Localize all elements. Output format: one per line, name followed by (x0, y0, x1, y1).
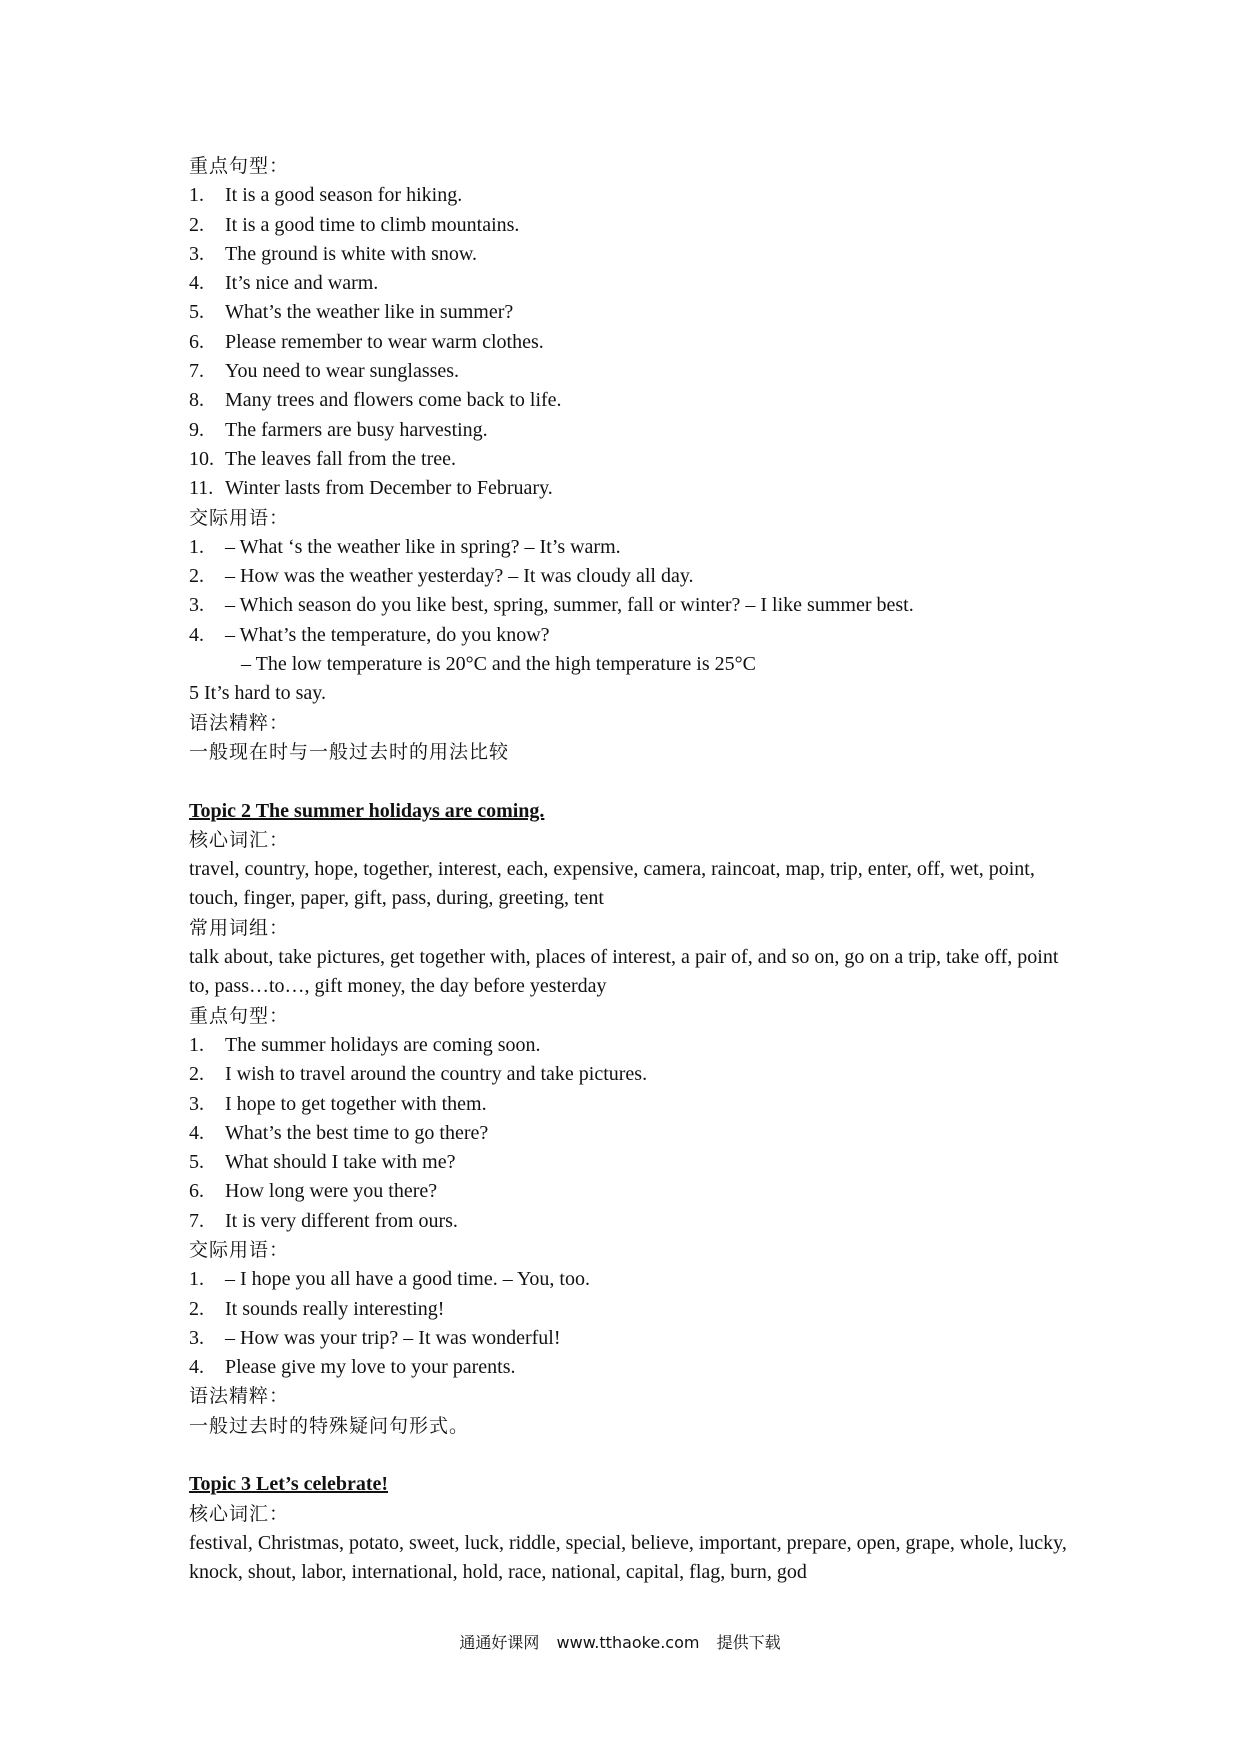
item-text: It is a good season for hiking. (225, 184, 463, 207)
item-number: 4. (189, 272, 204, 295)
item-text: How long were you there? (225, 1180, 438, 1203)
item-text: Winter lasts from December to February. (225, 477, 553, 500)
item-number: 4. (189, 1121, 204, 1144)
item-text: It is a good time to climb mountains. (225, 213, 520, 236)
item-text: – Which season do you like best, spring, summer, fall or winter? – I like summer best. (225, 594, 914, 617)
item-number: 8. (189, 389, 204, 412)
vocab-text: travel, country, hope, together, interest, each, expensive, camera, raincoat, map, trip, enter, off, wet, point, touch, finger, paper, gift, pass, during, greeting, tent (189, 858, 1035, 910)
item-text: – How was the weather yesterday? – It was cloudy all day. (225, 565, 694, 588)
item-number: 6. (189, 1180, 204, 1203)
list-item (189, 562, 1069, 591)
item-text: I wish to travel around the country and take pictures. (225, 1063, 648, 1086)
grammar-heading: 语法精粹： (189, 1385, 290, 1408)
list-item (189, 328, 1069, 357)
item-number: 11. (189, 477, 214, 500)
list-item (189, 1148, 1069, 1177)
item-text: What’s the best time to go there? (225, 1121, 489, 1144)
item-text: The farmers are busy harvesting. (225, 418, 488, 441)
vocab-heading: 核心词汇： (189, 1502, 290, 1525)
list-item (189, 474, 1069, 503)
item-number: 2. (189, 213, 204, 236)
communication-list (189, 533, 1069, 709)
list-item (189, 1207, 1069, 1236)
item-text: 5 It’s hard to say. (189, 682, 327, 705)
list-item (189, 357, 1069, 386)
topic-2-title: Topic 2 The summer holidays are coming. (189, 799, 545, 822)
item-text: You need to wear sunglasses. (225, 360, 460, 383)
item-number: 9. (189, 418, 204, 441)
topic-3-title: Topic 3 Let’s celebrate! (189, 1473, 389, 1496)
vocab-heading: 核心词汇： (189, 828, 290, 851)
grammar-text: 一般现在时与一般过去时的用法比较 (189, 740, 510, 763)
key-sentences-heading: 重点句型： (189, 155, 290, 177)
item-text: Please remember to wear warm clothes. (225, 330, 544, 353)
list-item (189, 591, 1069, 620)
page-footer (0, 1630, 1240, 1653)
item-text: Many trees and flowers come back to life. (225, 389, 562, 412)
item-text: It sounds really interesting! (225, 1297, 445, 1320)
list-item (189, 679, 1069, 708)
list-item (189, 1295, 1069, 1324)
item-text: The summer holidays are coming soon. (225, 1033, 541, 1056)
item-text: It’s nice and warm. (225, 272, 379, 295)
list-item (189, 1324, 1069, 1353)
item-number: 7. (189, 360, 204, 383)
item-number: 5. (189, 301, 204, 324)
item-text: Please give my love to your parents. (225, 1356, 516, 1379)
list-item (189, 181, 1069, 210)
list-item (189, 1265, 1069, 1294)
footer-note: 提供下载 (716, 1633, 781, 1652)
item-text: – What ‘s the weather like in spring? – It’s warm. (225, 535, 621, 558)
list-item (189, 1031, 1069, 1060)
spacer (189, 1441, 1069, 1470)
footer-site-name: 通通好课网 (459, 1633, 540, 1652)
key-sentences-list (189, 1031, 1069, 1236)
item-text: – The low temperature is 20°C and the high temperature is 25°C (241, 653, 756, 676)
communication-heading: 交际用语： (189, 506, 290, 529)
list-item (189, 240, 1069, 269)
phrases-heading: 常用词组： (189, 916, 290, 939)
list-item (189, 445, 1069, 474)
communication-list (189, 1265, 1069, 1382)
item-number: 1. (189, 184, 204, 207)
item-number: 1. (189, 1033, 204, 1056)
list-item (189, 1353, 1069, 1382)
list-item (189, 269, 1069, 298)
list-item (189, 386, 1069, 415)
spacer (189, 767, 1069, 796)
item-number: 3. (189, 1092, 204, 1115)
item-text: – I hope you all have a good time. – You, too. (225, 1268, 590, 1291)
item-number: 7. (189, 1209, 204, 1232)
item-text: It is very different from ours. (225, 1209, 458, 1232)
list-item (189, 416, 1069, 445)
item-number: 3. (189, 1326, 204, 1349)
vocab-text: festival, Christmas, potato, sweet, luck, riddle, special, believe, important, prepare, open, grape, whole, lucky, knock, shout, labor, international, hold, race, national, capital, flag, burn, god (189, 1531, 1067, 1584)
page-content (189, 152, 1069, 1588)
list-item (189, 621, 1069, 650)
list-item (189, 1090, 1069, 1119)
key-sentences-list (189, 181, 1069, 503)
list-item (189, 1119, 1069, 1148)
item-text: What’s the weather like in summer? (225, 301, 514, 324)
item-number: 3. (189, 242, 204, 265)
item-text: I hope to get together with them. (225, 1092, 487, 1115)
item-number: 2. (189, 1063, 204, 1086)
item-number: 10. (189, 447, 214, 470)
item-text: The ground is white with snow. (225, 242, 478, 265)
item-text: – What’s the temperature, do you know? (225, 623, 550, 646)
item-text: The leaves fall from the tree. (225, 447, 456, 470)
list-item (189, 298, 1069, 327)
item-number: 2. (189, 1297, 204, 1320)
item-number: 4. (189, 1356, 204, 1379)
communication-heading: 交际用语： (189, 1238, 290, 1261)
footer-url: www.tthaoke.com (556, 1633, 700, 1652)
item-text: – How was your trip? – It was wonderful! (225, 1326, 561, 1349)
list-item (189, 1177, 1069, 1206)
item-number: 2. (189, 565, 204, 588)
item-number: 5. (189, 1151, 204, 1174)
item-number: 4. (189, 623, 204, 646)
list-item (189, 533, 1069, 562)
item-number: 3. (189, 594, 204, 617)
item-number: 1. (189, 1268, 204, 1291)
item-text: What should I take with me? (225, 1151, 456, 1174)
grammar-heading: 语法精粹： (189, 711, 290, 734)
list-item-reply (189, 650, 1069, 679)
list-item (189, 211, 1069, 240)
phrases-text: talk about, take pictures, get together with, places of interest, a pair of, and so on, go on a trip, take off, point to, pass…to…, gift money, the day before yesterday (189, 946, 1059, 998)
item-number: 1. (189, 535, 204, 558)
list-item (189, 1060, 1069, 1089)
item-number: 6. (189, 330, 204, 353)
grammar-text: 一般过去时的特殊疑问句形式。 (189, 1414, 470, 1437)
key-sentences-heading: 重点句型： (189, 1004, 290, 1027)
